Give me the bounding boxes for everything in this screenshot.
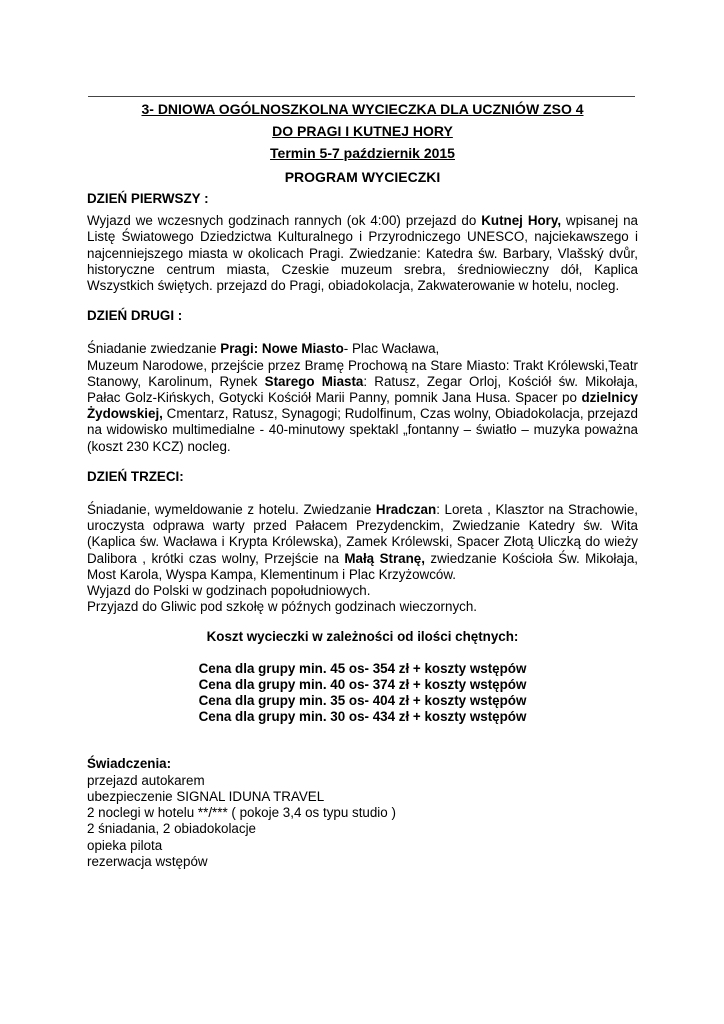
day1-line: historyczne centrum miasta, Czeskie muzeum srebra, średniowieczny dół, Kaplica: [87, 261, 638, 277]
day2-line: Cmentarz, Ratusz, Synagogi; Rudolfinum, Czas wolny, Obiadokolacja, przejazd: [162, 406, 638, 422]
day2-line: na widowisko multimedialne - 40-minutowy spektakl „fontanny – światło – muzyka poważna: [87, 422, 638, 438]
day3-line: Wyjazd do Polski w godzinach popołudniowych.: [87, 583, 371, 599]
day3-line: (Kaplica św. Wacława i Krypta Królewska), Zamek Królewski, Spacer Złotą Uliczką do wieży: [87, 534, 638, 550]
price-line: Cena dla grupy min. 45 os- 354 zł + koszty wstępów: [198, 660, 527, 676]
service-item: 2 noclegi w hotelu **/*** ( pokoje 3,4 os typu studio ): [87, 805, 396, 821]
day1-line: Listę Światowego Dziedzictwa Kulturalnego i Przyrodniczego UNESCO, najciekawszego i: [87, 229, 638, 245]
document-subtitle: DO PRAGI I KUTNEJ HORY: [272, 123, 453, 139]
document-title: 3- DNIOWA OGÓLNOSZKOLNA WYCIECZKA DLA UCZNIÓW ZSO 4: [141, 101, 584, 117]
day3-text: [87, 502, 638, 615]
day3-line: Przyjazd do Gliwic pod szkołę w późnych godzinach wieczornych.: [87, 599, 477, 615]
price-line: Cena dla grupy min. 40 os- 374 zł + koszty wstępów: [198, 676, 527, 692]
day2-place: Starego Miasta: [264, 373, 364, 389]
service-item: rezerwacja wstępów: [87, 853, 208, 869]
day1-line: Wyjazd we wczesnych godzinach rannych (ok 4:00) przejazd do: [87, 213, 482, 229]
services-heading: Świadczenia:: [87, 756, 172, 772]
day1-place: Kutnej Hory,: [481, 213, 562, 229]
day2-place: dzielnicy: [581, 390, 638, 406]
day1-line: Wszystkich świętych. przejazd do Pragi, obiadokolacja, Zakwaterowanie w hotelu, nocleg.: [87, 278, 620, 294]
document-page: [87, 99, 638, 870]
day3-line: : Loreta , Klasztor na Strachowie,: [436, 502, 638, 518]
day2-line: (koszt 230 KCZ) nocleg.: [87, 438, 231, 454]
day1-line: wpisanej na: [561, 213, 638, 229]
day2-place: Żydowskiej,: [87, 406, 163, 422]
day3-heading: DZIEŃ TRZECI:: [87, 468, 184, 484]
day2-line: - Plac Wacława,: [343, 341, 440, 357]
day3-place: Małą Stranę,: [344, 550, 425, 566]
day2-line: Śniadanie zwiedzanie: [87, 341, 221, 357]
day3-line: zwiedzanie Kościoła Św. Mikołaja,: [424, 550, 638, 566]
day2-place: Pragi: Nowe Miasto: [220, 341, 344, 357]
header-rule: [88, 96, 635, 97]
service-item: opieka pilota: [87, 837, 163, 853]
day3-line: uroczysta odprawa warty przed Pałacem Prezydenckim, Zwiedzanie Katedry św. Wita: [87, 518, 638, 534]
trip-dates: Termin 5-7 październik 2015: [270, 145, 455, 161]
day3-place: Hradczan: [375, 502, 437, 518]
day2-line: Stanowy, Karolinum, Rynek: [87, 373, 265, 389]
day3-line: Most Karola, Wyspa Kampa, Klementinum i Plac Krzyżowców.: [87, 566, 457, 582]
day1-line: najcenniejszego miasta w okolicach Pragi. Zwiedzanie: Katedra św. Barbary, Vlašský dvůr,: [87, 245, 638, 261]
price-line: Cena dla grupy min. 35 os- 404 zł + koszty wstępów: [198, 693, 527, 709]
day1-text: [87, 213, 638, 294]
day3-line: Śniadanie, wymeldowanie z hotelu. Zwiedzanie: [87, 502, 376, 518]
service-item: 2 śniadania, 2 obiadokolacje: [87, 821, 256, 837]
program-heading: PROGRAM WYCIECZKI: [284, 169, 441, 185]
price-list: [87, 661, 638, 726]
services-list: [87, 773, 638, 870]
day1-heading: DZIEŃ PIERWSZY :: [87, 191, 209, 206]
day2-line: Muzeum Narodowe, przejście przez Bramę Prochową na Stare Miasto: Trakt Królewski,Teatr: [87, 357, 638, 373]
service-item: przejazd autokarem: [87, 772, 205, 788]
day2-text: [87, 341, 638, 454]
cost-heading: Koszt wycieczki w zależności od ilości chętnych:: [206, 629, 519, 645]
service-item: ubezpieczenie SIGNAL IDUNA TRAVEL: [87, 788, 325, 804]
day2-line: : Ratusz, Zegar Orloj, Kościół św. Mikołaja,: [363, 373, 638, 389]
day3-line: Dalibora , krótki czas wolny, Przejście na: [87, 550, 345, 566]
day2-line: Pałac Golz-Kińskych, Gotycki Kościół Marii Panny, pomnik Jana Husa. Spacer po: [87, 390, 582, 406]
price-line: Cena dla grupy min. 30 os- 434 zł + koszty wstępów: [198, 709, 527, 725]
day2-heading: DZIEŃ DRUGI :: [87, 308, 183, 324]
